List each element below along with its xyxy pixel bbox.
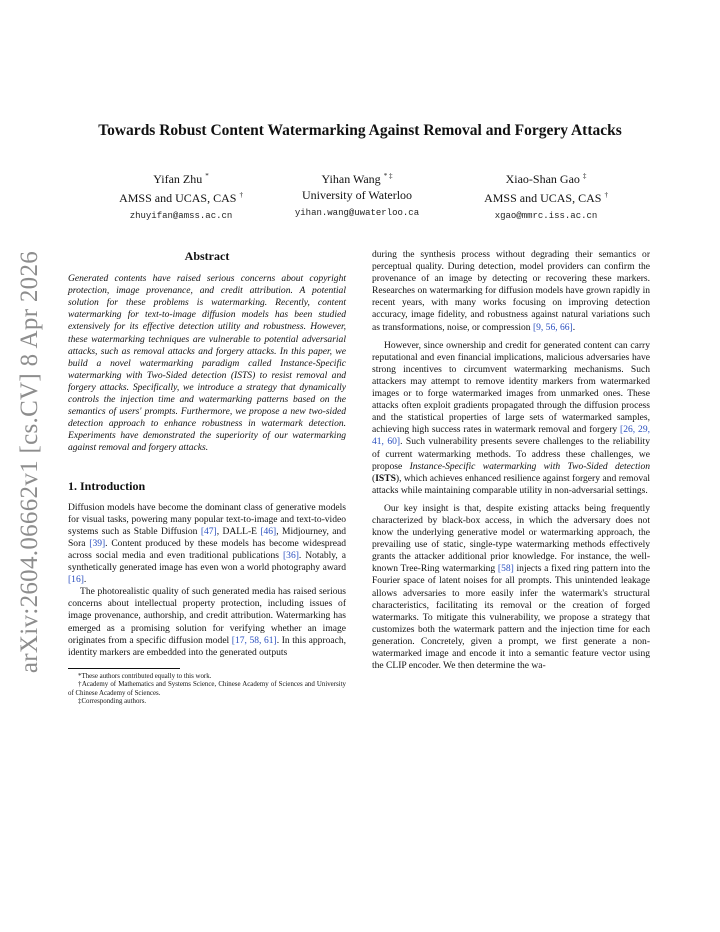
citation-link[interactable]: [26, 29, 41, 60] — [372, 424, 650, 448]
footnote-corresponding: ‡Corresponding authors. — [78, 698, 147, 706]
author-name: Yihan Wang — [321, 172, 381, 186]
intro-paragraph-1: Diffusion models have become the dominant class of generative models for visual tasks, powering many popular text-to-image and text-to-video systems such as Stable Diffusion [47], DALL-E [46], Midjourney, and Sora [39]. Content produced by these models has become widespread across social media and even traditional publications [36]. Notably, a synthetically generated image has even won a world photography award [16]. — [68, 501, 347, 586]
right-paragraph-2: However, since ownership and credit for generated content can carry reputational and even financial implications, malicious adversaries have strong incentives to circumvent watermarking mechanisms. Such attackers may attempt to remove identity markers from watermarked images or to forge watermarked images from unmarked ones. These attacks often exploit gradients propagated through the diffusion process and the statistical properties of large sets of watermarked samples, achieving high success rates in watermark removal and forgery [26, 29, 41, 60]. Such vulnerability presents severe challenges to the reliability of current watermarking methods. To address these challenges, we propose Instance-Specific watermarking with Two-Sided detection (ISTS), which achieves enhanced resilience against forgery and removal attacks while maintaining comparable utility in non-adversarial settings. — [372, 339, 650, 496]
author-name: Yifan Zhu — [153, 172, 203, 186]
arxiv-identifier: arXiv:2604.06662v1 [cs.CV] 8 Apr 2026 — [16, 250, 43, 674]
citation-link[interactable]: [9, 56, 66] — [532, 321, 573, 333]
citation-link[interactable]: [46] — [260, 525, 277, 537]
author-mark: * ‡ — [383, 172, 393, 180]
citation-link[interactable]: [16] — [68, 574, 84, 586]
citation-link[interactable]: [36] — [283, 549, 299, 561]
author-name: Xiao-Shan Gao — [505, 172, 580, 186]
citation-link[interactable]: [17, 58, 61] — [231, 634, 277, 646]
right-column — [372, 249, 650, 672]
method-name: Instance-Specific watermarking with Two-Sided detection — [409, 460, 650, 472]
abstract-text: Generated contents have raised serious concerns about copyright protection, image provenance, and credit attribution. A potential solution for these problems is watermarking. Recently, content watermarking for text-to-image diffusion models has been studied extensively for its effective detection utility and robustness. However, these watermarking techniques are vulnerable to potential adversarial attacks, such as removal attacks and forgery attacks. In this paper, we build a novel watermarking paradigm called Instance-Specific watermarking with Two-Sided detection (ISTS) to resist removal and forgery attacks. Specifically, we introduce a strategy that dynamically controls the injection time and watermarking patterns based on the semantics of users' prompts. Furthermore, we propose a new two-sided detection approach to enhance robustness in watermark detection. Experiments have demonstrated the superiority of our watermarking against removal and forgery attacks. — [68, 273, 346, 454]
author-block — [100, 168, 640, 223]
affiliation-mark: † — [239, 191, 243, 199]
paper-title: Towards Robust Content Watermarking Against Removal and Forgery Attacks — [98, 122, 622, 139]
author-email: xgao@mmrc.iss.ac.cn — [494, 211, 598, 221]
author-mark: ‡ — [582, 172, 587, 180]
section-heading-introduction: 1. Introduction — [68, 478, 146, 493]
author-2 — [262, 168, 452, 223]
citation-link[interactable]: [58] — [497, 563, 514, 575]
right-paragraph-3: Our key insight is that, despite existing attacks being frequently characterized by black-box access, in which the adversary does not know the underlying generative model or watermarking approach, the prevailing use of static, single-type watermarking methods effectively grants the attacker additional prior knowledge. For instance, the well-known Tree-Ring watermarking [58] injects a fixed ring pattern into the Fourier space of latent noises for all prompts. This unintended leakage allows adversaries to more easily infer the watermark's structural characteristics, facilitating its removal or the creation of forged watermarks. To mitigate this vulnerability, we propose a strategy that customizes both the watermark pattern and the injection time for each generation. Concretely, given a prompt, we first generate a non-watermarked image and encode it into a semantic feature vector using the CLIP encoder. We then determine the wa- — [372, 502, 650, 672]
author-affiliation: AMSS and UCAS, CAS — [484, 191, 602, 205]
author-affiliation: AMSS and UCAS, CAS — [119, 191, 237, 205]
left-column — [68, 250, 346, 706]
arxiv-sidebar — [4, 232, 56, 692]
right-paragraph-1: during the synthesis process without degrading their semantics or perceptual quality. During detection, model providers can confirm the provenance of an image by detecting or recovering these markers. Researches on watermarking for diffusion models have grown rapidly in recent years, with many works focusing on improving detection accuracy, image fidelity, and robustness against natural variations such as transformations, noise, or compression [9, 56, 66]. — [372, 249, 650, 333]
affiliation-mark: † — [604, 191, 608, 199]
abstract-heading: Abstract — [184, 249, 230, 263]
method-acronym: ISTS — [375, 472, 396, 484]
intro-paragraph-2: The photorealistic quality of such generated media has raised serious concerns about intellectual property protection, including issues of image provenance, authorship, and credit attribution. Watermarking has emerged as a promising solution for verifying whether an image originates from a specific diffusion model [17, 58, 61]. In this approach, identity markers are embedded into the generated outputs — [68, 586, 347, 658]
footnote-divider — [68, 668, 180, 669]
author-3 — [452, 168, 640, 223]
footnote-equal-contribution: *These authors contributed equally to this work. — [78, 672, 212, 680]
citation-link[interactable]: [39] — [89, 537, 106, 549]
author-mark: * — [205, 172, 209, 180]
author-email: zhuyifan@amss.ac.cn — [129, 211, 233, 221]
author-1 — [100, 168, 262, 223]
author-email: yihan.wang@uwaterloo.ca — [294, 208, 420, 218]
author-affiliation: University of Waterloo — [301, 188, 413, 202]
citation-link[interactable]: [47] — [200, 525, 217, 537]
footnote-affiliation: †Academy of Mathematics and Systems Science, Chinese Academy of Sciences and University of Chinese Academy of Sciences. — [68, 681, 346, 697]
